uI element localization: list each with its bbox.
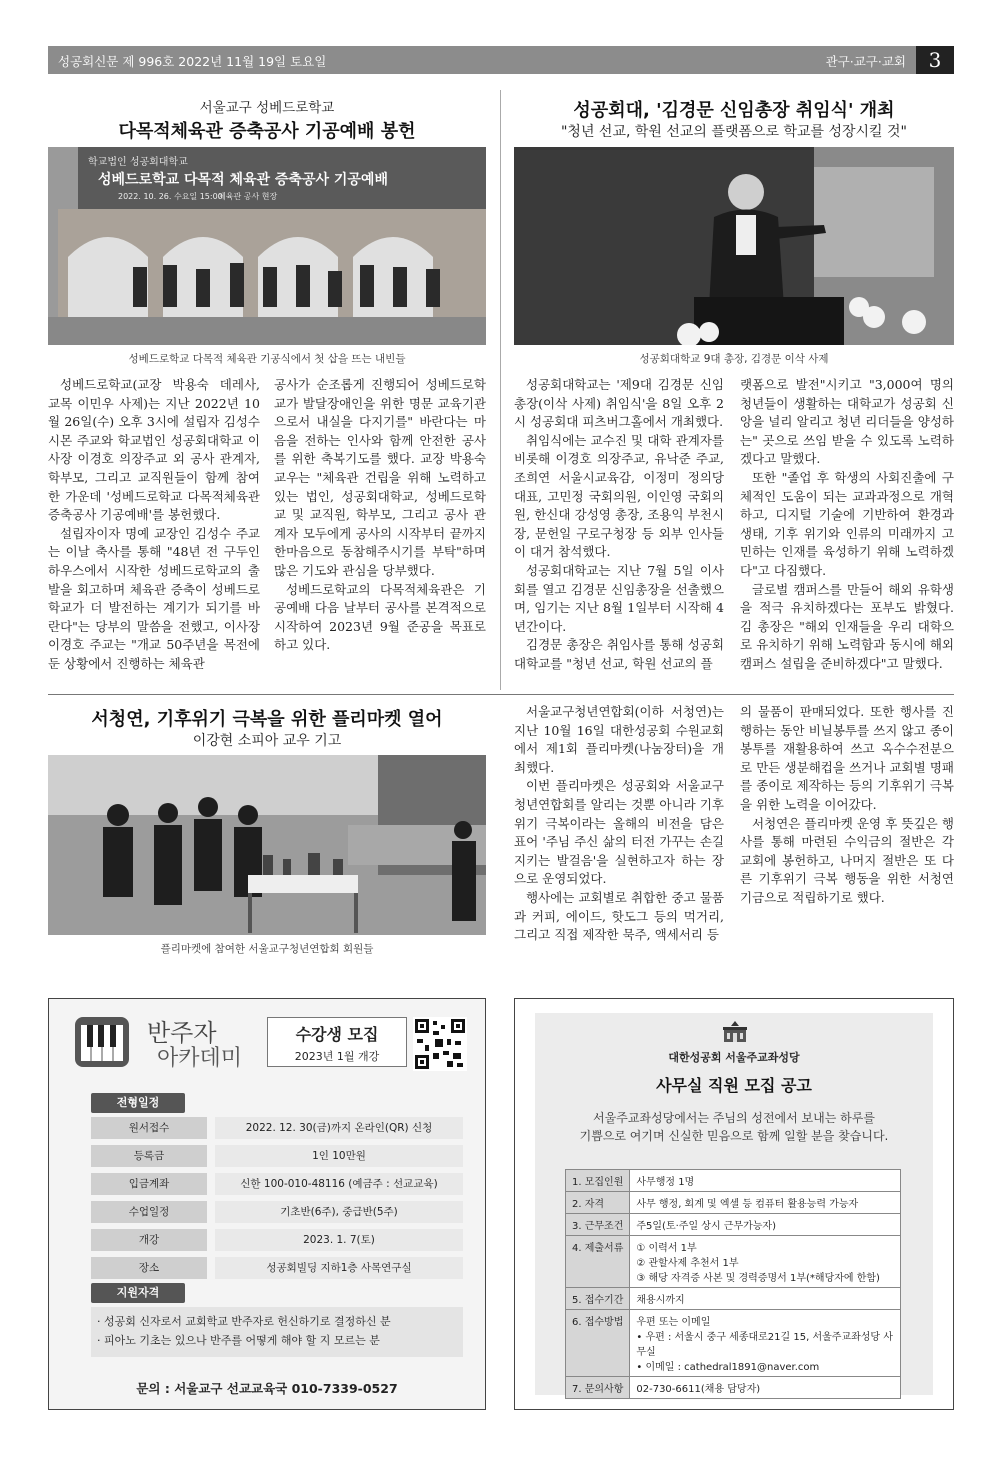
article2-title: 성공회대, '김경문 신임총장 취임식' 개최 [573,100,895,121]
apply-email[interactable]: • 이메일 : cathedral1891@naver.com [636,1362,820,1373]
academy-logo-line1: 반주자 [147,1019,217,1047]
article3-paragraph: 이번 플리마켓은 성공회와 서울교구청년연합회를 알리는 것뿐 아니라 기후위기 극복이라는 올해의 비전을 담은 표어 '주님 주신 삶의 터전 가꾸는 손길 지키는 발걸음'을 실현하고자 하는 장으로 운영되었다. [514,778,724,887]
schedule-section-label: 전형일정 [91,1093,185,1113]
document-item: ① 이력서 1부 [636,1243,697,1254]
recruit-table [565,1169,901,1399]
qualification-item: · 성공회 신자로서 교회학교 반주자로 헌신하기로 결정하신 분 [97,1315,391,1328]
academy-logo-line2: 아카데미 [157,1046,243,1071]
cathedral-icon [721,1021,749,1043]
recruit-row-key: 6. 접수방법 [566,1310,630,1377]
article2-photo [514,147,954,345]
article2-column-1 [514,376,724,674]
article1-kicker: 서울교구 성베드로학교 [199,100,335,116]
recruit-table-wrapper [565,1169,901,1399]
cathedral-name: 대한성공회 서울주교좌성당 [668,1051,800,1064]
article3-paragraph: 의 물품이 판매되었다. 또한 행사를 진행하는 동안 비닐봉투를 쓰지 않고 종이봉투를 재활용하여 쓰고 옥수수전분으로 만든 생분해컵을 쓰거나 교회별 명패를 종이로 제작하는 등의 기후위기 극복을 위한 노력을 이어갔다. [740,704,954,812]
recruit-intro-1: 서울주교좌성당에서는 주님의 성전에서 보내는 하루를 [593,1111,875,1125]
article3-photo [48,755,486,935]
article1-column-1 [48,376,260,674]
recruit-row [566,1310,901,1377]
section-name: 관구·교구·교회 [825,54,906,69]
banner-small: 학교법인 성공회대학교 [88,157,188,168]
article2-paragraph: 랫폼으로 발전"시키고 "3,000여 명의 청년들이 생활하는 대학교가 성공회 신앙을 널리 알리고 청년 리더들을 양성하는" 곳으로 쓰임 받을 수 있도록 노력하겠다고 말했다. [740,377,954,467]
schedule-row-label: 입금계좌 [91,1173,207,1195]
recruit-row-value: 02-730-6611(채용 담당자) [630,1377,901,1399]
recruit-row [566,1236,901,1288]
article2-paragraph: 글로벌 캠퍼스를 만들어 해외 유학생을 적극 유치하겠다는 포부도 밝혔다. 김 총장은 "해외 인재들을 우리 대학으로 유치하기 위해 노력함과 동시에 해외 캠퍼스 설립을 준비하겠다"고 말했다. [740,581,954,671]
ad-accompanist-academy [48,998,486,1410]
header-bar [48,46,954,74]
recruit-row [566,1192,901,1214]
schedule-row-label: 개강 [91,1229,207,1251]
recruit-row-key: 7. 문의사항 [566,1377,630,1399]
recruit-notice-title: 사무실 직원 모집 공고 [656,1076,812,1095]
piano-keys-icon [75,1017,129,1067]
recruit-row-key: 2. 자격 [566,1192,630,1214]
article1-paragraph: 성베드로학교의 다목적체육관은 기공예배 다음 날부터 공사를 본격적으로 시작하여 2023년 9월 준공을 목표로 하고 있다. [274,581,486,653]
qualification-section-label: 지원자격 [91,1283,185,1303]
recruit-row-key: 3. 근무조건 [566,1214,630,1236]
recruit-box [267,1017,407,1067]
banner-title: 성베드로학교 다목적 체육관 증축공사 기공예배 [98,172,388,188]
article1-caption: 성베드로학교 다목적 체육관 기공식에서 첫 삽을 뜨는 내빈들 [128,353,406,365]
flea-market-photo [48,755,486,935]
recruit-row-key: 5. 접수기간 [566,1288,630,1310]
schedule-row-label: 장소 [91,1257,207,1279]
schedule-row-label: 등록금 [91,1145,207,1167]
article2-paragraph: 성공회대학교는 '제9대 김경문 신임총장(이삭 사제) 취임식'을 8일 오후 2시 성공회대 피츠버그홀에서 개최했다. [514,377,724,430]
schedule-row-label: 원서접수 [91,1117,207,1139]
article1-title: 다목적체육관 증축공사 기공예배 봉헌 [118,121,416,142]
article2-caption: 성공회대학교 9대 총장, 김경문 이삭 사제 [639,353,829,365]
qualification-item: · 피아노 기초는 있으나 반주를 어떻게 해야 할 지 모르는 분 [97,1334,380,1347]
recruit-row [566,1170,901,1192]
article3-column-1 [514,703,724,945]
article3-byline: 이강현 소피아 교우 기고 [192,733,342,749]
column-divider [500,90,501,690]
schedule-table [91,1117,463,1297]
recruit-subtitle: 2023년 1월 개강 [294,1050,380,1063]
article3-title: 서청연, 기후위기 극복을 위한 플리마켓 열어 [91,709,443,730]
article3-paragraph: 서청연은 플리마켓 운영 후 뜻깊은 행사를 통해 마련된 수익금의 절반은 각 교회에 봉헌하고, 나머지 절반은 또 다른 기후위기 극복 행동을 위한 서청연 기금으로 적립하기로 했다. [740,815,954,905]
issue-info: 성공회신문 제 996호 2022년 11월 19일 토요일 [58,54,327,69]
article1-paragraph: 공사가 순조롭게 진행되어 성베드로학교가 발달장애인을 위한 명문 교육기관으로서 내실을 다지기를" 바란다는 마음을 전하는 인사와 함께 안전한 공사를 위한 축복기도를 했다. 교장 박용숙 교우는 "체육관 건립을 위해 노력하고 있는 법인, 성공회대학교, 성베드로학교 및 교직원, 학부모, 그리고 공사 관계자 모두에게 공사의 시작부터 끝까지 한마음으로 동참해주시기를 부탁"하며 많은 기도와 관심을 당부했다. [274,377,486,578]
qr-code-icon[interactable] [413,1017,467,1071]
document-item: ② 관할사제 추천서 1부 [636,1258,739,1269]
article1-paragraph: 설립자이자 명예 교장인 김성수 주교는 이날 축사를 통해 "48년 전 구두인 하우스에서 시작한 성베드로학교의 출발을 회고하며 체육관 증축이 성베드로학교가 더 발전하는 계기가 되기를 바란다"는 당부의 말씀을 전했고, 이사장 이경호 주교는 "개교 50주년을 목전에 둔 상황에서 진행하는 체육관 [48,525,260,671]
section-divider [48,694,954,695]
qualification-list [91,1307,463,1357]
page-number: 3 [916,46,954,74]
schedule-row-value: 성공회빌딩 지하1층 사목연구실 [215,1257,463,1279]
academy-contact: 문의 : 서울교구 선교교육국 010-7339-0527 [136,1381,398,1396]
article1-paragraph: 성베드로학교(교장 박용숙 데레사, 교목 이민우 사제)는 지난 2022년 10월 26일(수) 오후 3시에 설립자 김성수 시몬 주교와 학교법인 성공회대학교 이사장 이경호 의장주교 외 공사 관계자, 학부모, 그리고 교직원들이 함께 참여한 가운데 '성베드로학교 다목적체육관 증축공사 기공예배'를 봉헌했다. [48,377,260,523]
recruit-row-value: 사무 행정, 회계 및 엑셀 등 컴퓨터 활용능력 가능자 [630,1192,901,1214]
recruit-title: 수강생 모집 [295,1025,379,1044]
recruit-panel [535,1013,933,1395]
schedule-row-value: 2022. 12. 30(금)까지 온라인(QR) 신청 [215,1117,463,1139]
apply-address: • 우편 : 서울시 중구 세종대로21길 15, 서울주교좌성당 사무실 [636,1332,893,1358]
article3-paragraph: 서울교구청년연합회(이하 서청연)는 지난 10월 16일 대한성공회 수원교회에서 제1회 플리마켓(나눔장터)을 개최했다. [514,704,724,775]
article1-column-2 [274,376,486,655]
banner-date: 2022. 10. 26. 수요일 15:00 [118,192,223,201]
article2-paragraph: 취임식에는 교수진 및 대학 관계자를 비롯해 이경호 의장주교, 유낙준 주교, 조희연 서울시교육감, 이정미 정의당 대표, 고민정 국회의원, 이인영 국회의원, 한신대 강성영 총장, 조용익 부천시장, 문헌일 구로구청장 등 외부 인사들이 대거 참석했다. [514,432,724,560]
schedule-row-value: 신한 100-010-48116 (예금주 : 선교교육) [215,1173,463,1195]
article2-paragraph: 또한 "졸업 후 학생의 사회진출에 구체적인 도움이 되는 교과과정으로 개혁하고, 디지털 기술에 기반하여 환경과 생태, 기후 위기와 인류의 미래까지 고민하는 인재를 육성하기 위해 노력하겠다"고 다짐했다. [740,469,954,578]
article2-column-2 [740,376,954,674]
article3-paragraph: 행사에는 교회별로 취합한 중고 물품과 커피, 에이드, 핫도그 등의 먹거리, 그리고 직접 제작한 묵주, 액세서리 등 [514,889,724,943]
recruit-row-value [630,1236,901,1288]
schedule-row-value: 1인 10만원 [215,1145,463,1167]
recruit-row [566,1377,901,1399]
article2-paragraph: 성공회대학교는 지난 7월 5일 이사회를 열고 김경문 신임총장을 선출했으며, 임기는 지난 8월 1일부터 시작해 4년간이다. [514,562,724,634]
president-speech-photo [514,147,954,345]
recruit-row-value: 채용시까지 [630,1288,901,1310]
article2-paragraph: 김경문 총장은 취임사를 통해 성공회대학교를 "청년 선교, 학원 선교의 플 [514,637,724,671]
recruit-row-key: 4. 제출서류 [566,1236,630,1288]
schedule-row-label: 수업일정 [91,1201,207,1223]
schedule-row-value: 2023. 1. 7(토) [215,1229,463,1251]
article3-column-2 [740,703,954,908]
banner-place: 체육관 공사 현장 [218,192,278,201]
ad-cathedral-recruit [514,998,954,1410]
recruit-row-value: 사무행정 1명 [630,1170,901,1192]
article1-photo [48,147,486,345]
recruit-row-value: 주5일(토·주일 상시 근무가능자) [630,1214,901,1236]
apply-method: 우편 또는 이메일 [636,1317,711,1328]
document-item: ③ 해당 자격증 사본 및 경력증명서 1부(*해당자에 한함) [636,1273,880,1284]
schedule-row-value: 기초반(6주), 중급반(5주) [215,1201,463,1223]
recruit-intro-2: 기쁨으로 여기며 신실한 믿음으로 함께 일할 분을 찾습니다. [579,1129,889,1143]
recruit-row-key: 1. 모집인원 [566,1170,630,1192]
recruit-row-value [630,1310,901,1377]
article3-caption: 플리마켓에 참여한 서울교구청년연합회 회원들 [160,943,374,955]
recruit-row [566,1288,901,1310]
recruit-row [566,1214,901,1236]
article2-subtitle: "청년 선교, 학원 선교의 플랫폼으로 학교를 성장시킬 것" [560,124,907,140]
